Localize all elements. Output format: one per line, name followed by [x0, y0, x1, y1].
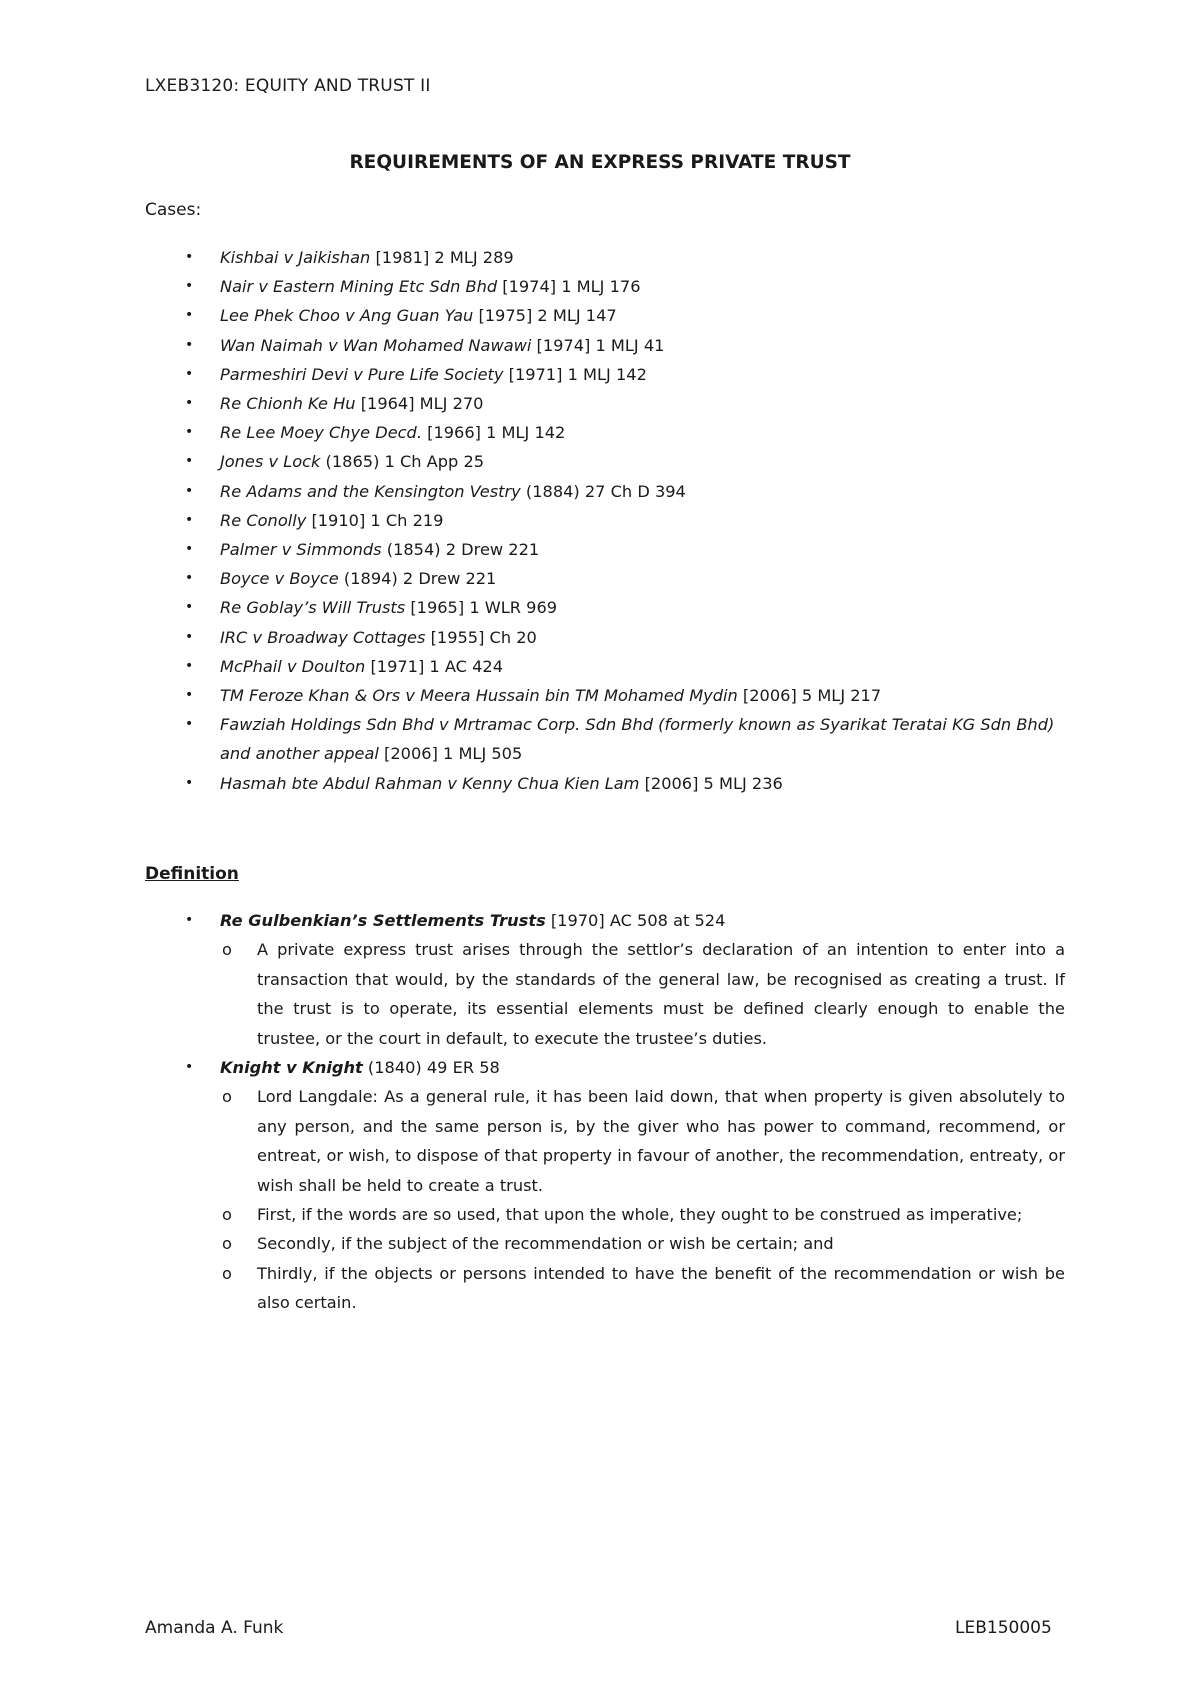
case-name: Boyce v Boyce: [220, 569, 339, 589]
bullet-icon: •: [185, 657, 194, 674]
case-name: Kishbai v Jaikishan: [220, 248, 371, 267]
sub-bullet-icon: o: [222, 1087, 232, 1107]
definition-point: [222, 935, 1065, 1053]
case-citation: [1966] 1 MLJ 142: [421, 423, 566, 443]
case-item: [185, 535, 1065, 564]
definition-heading: Definition: [145, 864, 239, 884]
definition-point-text: Lord Langdale: As a general rule, it has been laid down, that when property is given absolutely to any person, and the same person is, by the giver who has power to command, recommend, or entreat, or wish, to dispose of that property in favour of another, the recommendation, entreaty, or wish shall be held to create a trust.: [257, 1087, 1065, 1195]
sub-bullet-icon: o: [222, 1263, 232, 1283]
case-citation: [1964] MLJ 270: [355, 394, 484, 414]
case-item: [185, 360, 1065, 389]
bullet-icon: •: [185, 365, 194, 382]
case-name: Hasmah bte Abdul Rahman v Kenny Chua Kien Lam: [220, 773, 640, 793]
bullet-icon: •: [185, 687, 194, 704]
case-citation: [1971] 1 MLJ 142: [503, 364, 647, 384]
case-item: [185, 243, 1065, 272]
case-citation: [1974] 1 MLJ 176: [497, 277, 641, 297]
case-name: Re Lee Moey Chye Decd.: [220, 423, 422, 443]
bullet-icon: •: [185, 716, 194, 733]
bullet-icon: •: [185, 278, 194, 295]
case-name: IRC v Broadway Cottages: [220, 627, 426, 647]
case-item: [185, 769, 1065, 798]
footer-author: Amanda A. Funk: [145, 1618, 284, 1638]
bullet-icon: •: [185, 482, 194, 499]
definition-case-citation: [1970] AC 508 at 524: [545, 911, 726, 930]
bullet-icon: •: [185, 395, 194, 412]
case-item: [185, 389, 1065, 418]
definition-case-name: Knight v Knight: [220, 1058, 363, 1078]
footer-student-id: LEB150005: [955, 1618, 1052, 1638]
case-name: Re Adams and the Kensington Vestry: [220, 481, 521, 501]
course-header: LXEB3120: EQUITY AND TRUST II: [145, 76, 431, 96]
bullet-icon: •: [185, 912, 194, 928]
sub-bullet-icon: o: [222, 940, 232, 960]
case-citation: [2006] 1 MLJ 505: [378, 744, 523, 764]
case-item: [185, 331, 1065, 360]
definition-case-citation: (1840) 49 ER 58: [362, 1058, 500, 1078]
case-name: Palmer v Simmonds: [220, 540, 382, 560]
case-name: Fawziah Holdings Sdn Bhd v Mrtramac Corp. Sdn Bhd (formerly known as Syarikat Teratai KG Sdn Bhd) and another appeal: [220, 715, 1055, 764]
bullet-icon: •: [185, 1059, 194, 1076]
definition-point: [222, 1200, 1065, 1229]
case-citation: (1884) 27 Ch D 394: [520, 481, 686, 501]
bullet-icon: •: [185, 628, 194, 645]
bullet-icon: •: [185, 511, 194, 528]
bullet-icon: •: [185, 307, 194, 324]
case-name: McPhail v Doulton: [220, 656, 366, 676]
case-citation: [1955] Ch 20: [425, 627, 537, 647]
bullet-icon: •: [185, 424, 194, 441]
case-item: [185, 477, 1065, 506]
definition-point-text: A private express trust arises through the settlor’s declaration of an intention to enter into a transaction that would, by the standards of the general law, be recognised as creating a trust. If the trust is to operate, its essential elements must be defined clearly enough to enable the trustee, or the court in default, to execute the trustee’s duties.: [257, 940, 1065, 1048]
case-item: [185, 681, 1065, 710]
case-name: Re Conolly: [220, 510, 307, 530]
bullet-icon: •: [185, 541, 194, 558]
bullet-icon: •: [185, 336, 194, 353]
definition-case-name: Re Gulbenkian’s Settlements Trusts: [220, 911, 546, 930]
definition-point-text: Thirdly, if the objects or persons intended to have the benefit of the recommendation or wish be also certain.: [257, 1263, 1065, 1313]
definition-point: [222, 1229, 1065, 1258]
bullet-icon: •: [185, 774, 194, 791]
case-citation: [2006] 5 MLJ 217: [737, 686, 882, 706]
case-citation: [1971] 1 AC 424: [365, 656, 504, 676]
definition-points: [222, 935, 1065, 1053]
case-name: Jones v Lock: [220, 452, 321, 472]
definition-item: [185, 906, 1065, 935]
case-citation: [1981] 2 MLJ 289: [370, 248, 514, 267]
case-item: [185, 418, 1065, 447]
case-citation: [1975] 2 MLJ 147: [473, 306, 617, 326]
case-name: Lee Phek Choo v Ang Guan Yau: [220, 306, 474, 326]
case-name: Wan Naimah v Wan Mohamed Nawawi: [220, 335, 532, 355]
definition-points: [222, 1082, 1065, 1317]
sub-bullet-icon: o: [222, 1234, 232, 1254]
definition-point: [222, 1082, 1065, 1200]
case-name: Re Chionh Ke Hu: [220, 394, 356, 414]
case-list: [185, 243, 1065, 798]
case-citation: (1894) 2 Drew 221: [338, 569, 497, 589]
definition-point: [222, 1259, 1065, 1318]
case-name: TM Feroze Khan & Ors v Meera Hussain bin TM Mohamed Mydin: [220, 686, 738, 706]
definition-point-text: Secondly, if the subject of the recommendation or wish be certain; and: [257, 1234, 834, 1254]
definition-item: [185, 1053, 1065, 1082]
bullet-icon: •: [185, 249, 194, 265]
case-item: [185, 564, 1065, 593]
case-name: Re Goblay’s Will Trusts: [220, 598, 406, 618]
case-citation: [2006] 5 MLJ 236: [639, 773, 783, 793]
case-item: [185, 506, 1065, 535]
bullet-icon: •: [185, 453, 194, 470]
definition-point-text: First, if the words are so used, that upon the whole, they ought to be construed as imperative;: [257, 1205, 1023, 1225]
case-item: [185, 301, 1065, 330]
case-item: [185, 623, 1065, 652]
page-title: REQUIREMENTS OF AN EXPRESS PRIVATE TRUST: [349, 152, 851, 173]
case-citation: [1910] 1 Ch 219: [306, 510, 444, 530]
case-item: [185, 652, 1065, 681]
case-name: Parmeshiri Devi v Pure Life Society: [220, 364, 504, 384]
case-citation: [1965] 1 WLR 969: [405, 598, 558, 618]
case-citation: (1865) 1 Ch App 25: [320, 452, 485, 472]
case-item: [185, 593, 1065, 622]
case-citation: (1854) 2 Drew 221: [381, 540, 540, 560]
case-item: [185, 272, 1065, 301]
bullet-icon: •: [185, 599, 194, 616]
sub-bullet-icon: o: [222, 1205, 232, 1225]
case-item: [185, 447, 1065, 476]
cases-label: Cases:: [145, 200, 202, 220]
case-name: Nair v Eastern Mining Etc Sdn Bhd: [220, 277, 498, 297]
case-citation: [1974] 1 MLJ 41: [531, 335, 665, 355]
bullet-icon: •: [185, 570, 194, 587]
definition-section: [185, 906, 1065, 1318]
case-item: [185, 710, 1065, 768]
